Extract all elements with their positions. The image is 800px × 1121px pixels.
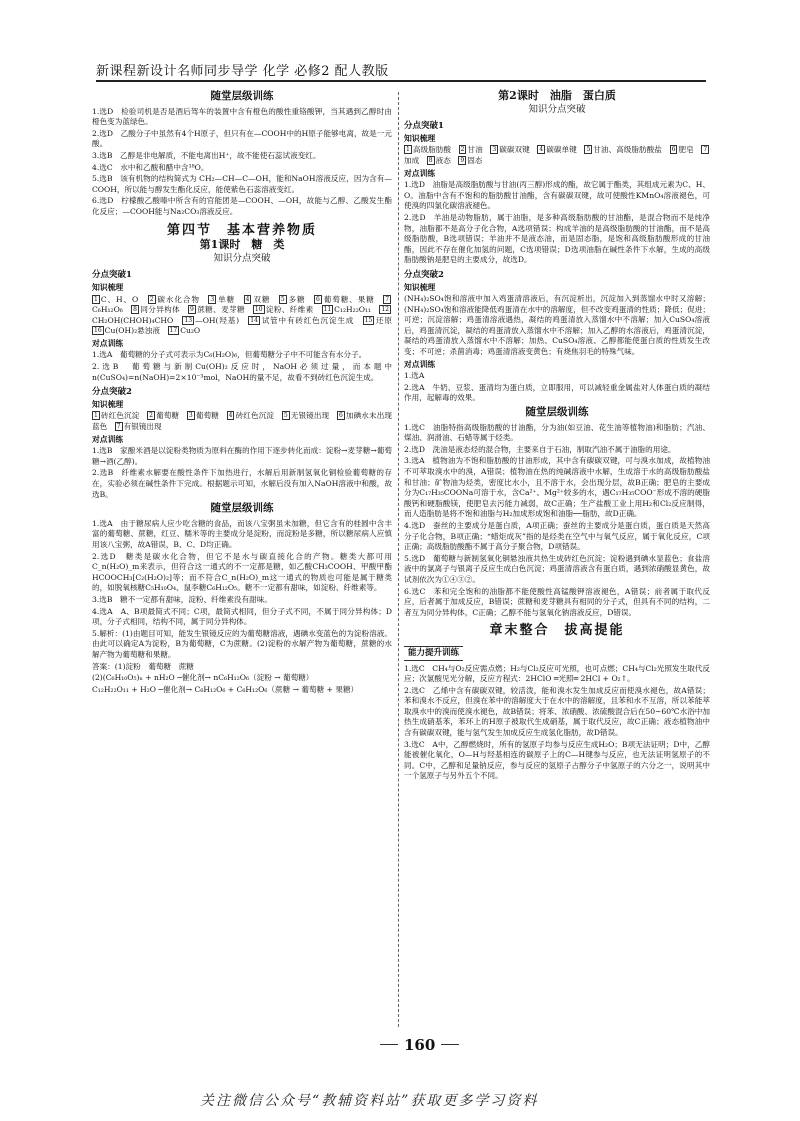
answer-item: 1.选C 油脂特指高级脂肪酸的甘油酯，分为油(如豆油、花生油等植物油)和脂肪；汽油、煤油、润滑油、石蜡等属于烃类。	[404, 422, 710, 443]
lesson-title: 第1课时 糖 类	[199, 238, 285, 252]
answer-term: 加碘水未出现蓝色	[92, 411, 393, 432]
answer-item: 6.选C 苯和完全饱和的油脂都不能使酸性高锰酸钾溶液褪色，A错误；前者属于取代反应，后者属于加成反应，B错误；蔗糖和麦芽糖具有相同的分子式，但具有不同的结构，二者互为同分异构体，C正确；乙醇不能与氢氧化钠溶液反应，D错误。	[404, 586, 710, 617]
item-number-box: 2	[460, 146, 465, 154]
item-number-box: 5	[280, 295, 285, 303]
numbered-answers	[92, 295, 392, 337]
answer-item: 6.选D 柠檬酸乙酸嗪中所含有的官能团是—COOH、—OH，故能与乙醇、乙酸发生酯化反应；—COOH能与Na₂CO₃溶液反应。	[92, 196, 392, 216]
part-title: 分点突破2	[404, 269, 444, 280]
answer-term: 有银镜出现	[123, 422, 162, 432]
page-number: 160	[374, 1036, 465, 1054]
lesson-subtitle: 知识分点突破	[528, 103, 586, 115]
item-number-box: 2	[149, 412, 153, 420]
answer-item: 3.选C A中，乙醇燃烧时，所有的氢原子均参与反应生成H₂O；B项无法证明；D中，乙醇能被催化氧化，O—H与羟基相连的碳原子上的C—H键参与反应，也无法证明氢原子的不同。C中，乙醇和足量钠反应，参与反应的氢原子占醇分子中氢原子的六分之一，说明其中一个氢原子与另外五个不同。	[404, 739, 710, 781]
item-number-box: 5	[283, 412, 288, 420]
lesson-title: 第2课时 油脂 蛋白质	[498, 89, 616, 102]
footer-note: 关注微信公众号“教辅资料站”获取更多学习资料	[200, 1093, 539, 1109]
section-title: 随堂层级训练	[210, 90, 274, 102]
lesson-subtitle: 知识分点突破	[213, 252, 271, 264]
answer-term: 肥皂	[678, 145, 694, 155]
column-divider	[398, 92, 399, 1027]
answer-term: 葡萄糖、果糖	[322, 294, 375, 304]
answer-term: Cu₂O	[180, 326, 201, 336]
answer-term: Cu(OH)₂悬浊液	[104, 326, 160, 336]
item-number-box: 17	[169, 327, 178, 335]
answer-list	[92, 519, 392, 696]
answer-term: C₁₂H₂₂O₁₁	[334, 305, 372, 315]
answer-term: 加成	[404, 155, 420, 165]
answer-item: 4.选A A、B项最简式不同；C项，最简式相同，但分子式不同，不属于同分异构体；D项，分子式相同，结构不同，属于同分异构体。	[92, 606, 392, 627]
running-header	[96, 58, 706, 82]
item-number-box: 7	[116, 423, 121, 431]
header-title: 新课程新设计名师同步导学 化学 必修2 配人教版	[96, 64, 389, 79]
item-number-box: 11	[323, 306, 332, 314]
answer-item: 1.选D 检验司机是否是酒后驾车的装置中含有橙色的酸性重铬酸钾，当其遇到乙醇时由橙色变为蓝绿色。	[92, 106, 392, 127]
answer-item: 2.选C 乙烯中含有碳碳双键，较活泼，能和溴水发生加成反应而使溴水褪色，故A错误；苯和溴水不反应，但溴在苯中的溶解度大于在水中的溶解度，且苯和水不互溶，所以苯能萃取溴水中的溴而使溴水褪色，故B错误；将苯、浓硝酸、浓硫酸混合后在50~60℃水浴中加热生成硝基苯，苯环上的H原子被取代生成硝基，属于取代反应，故C正确；液态植物油中含有碳碳双键，能与氢气发生加成反应生成氢化脂肪，故D错误。	[404, 685, 710, 738]
answer-item: (2)(C₆H₁₀O₅)ₙ + nH₂O ─催化剂→ nC₆H₁₂O₆（淀粉 → 葡萄糖）	[92, 673, 314, 683]
part-label: 知识梳理	[92, 399, 124, 409]
answer-term: 同分异构体	[139, 305, 181, 315]
part-label: 对点训练	[404, 359, 436, 369]
answer-term: 碳碳单键	[546, 145, 577, 155]
answer-list	[92, 446, 392, 500]
item-number-box: 7	[385, 295, 390, 303]
item-number-box: 1	[94, 412, 98, 420]
answer-term: 液态	[435, 155, 451, 165]
answer-item: 3.选B 糖不一定都有甜味，淀粉、纤维素没有甜味。	[92, 594, 272, 604]
answer-item: 2.选D 洗油是液态烃的混合物，主要来自于石油，制取汽油不属于油脂的用途。	[404, 444, 676, 454]
answer-term: 高级脂肪酸	[412, 145, 451, 155]
answer-list	[92, 350, 392, 383]
part-label: 对点训练	[92, 434, 124, 444]
answer-term: 葡萄糖	[195, 411, 219, 421]
item-number-box: 12	[381, 306, 390, 314]
answer-term: CH₂OH(CHOH)₄CHO	[92, 315, 174, 325]
item-number-box: 6	[316, 295, 320, 303]
item-number-box: 16	[94, 327, 102, 335]
left-column	[92, 88, 392, 696]
ability-label: 能力提升训练	[404, 646, 463, 661]
answer-item: 1.选A	[404, 371, 425, 381]
answer-term: 甘油	[467, 145, 483, 155]
item-number-box: 7	[703, 146, 708, 154]
answer-item: 2.选B 葡萄糖与新制Cu(OH)₂反应时，NaOH必须过量，而本题中n(CuSO₄)=n(NaOH)=2×10⁻³mol，NaOH的量不足，故看不到砖红色沉淀生成。	[92, 362, 392, 382]
answer-item: 1.选B 家酿米酒是以淀粉类物质为原料在酶的作用下逐步转化而成：淀粉→麦芽糖→葡萄糖→酒(乙醇)。	[92, 446, 392, 466]
right-column	[404, 88, 710, 783]
answer-item: 3.选A 植物油为不饱和脂肪酸的甘油形成，其中含有碳碳双键，可与溴水加成，故植物油不可萃取溴水中的溴，A错误；植物油在热的纯碱溶液中水解，生成溶于水的高级脂肪酸盐和甘油；矿物油为烃类，密度比水小，且不溶于水，会出现分层，故B正确；肥皂的主要成分为C₁₇H₃₅COONa可溶于水，含Ca²⁺、Mg²⁺较多的水，遇C₁₇H₃₅COO⁻形成不溶的硬脂酸钙和硬脂酸镁，使肥皂去污能力减弱，故C正确；生产盐酸工业上用H₂和Cl₂反应制得，而人造脂肪是将不饱和油脂与H₂加成形成饱和油脂──脂肪，故D正确。	[404, 456, 710, 519]
item-number-box: 3	[188, 412, 193, 420]
answer-item: 2.选B 纤维素水解要在酸性条件下加热进行，水解后用新制氢氧化铜检验葡萄糖的存在，实验必须在碱性条件下完成。根据题示可知，水解后没有加入NaOH溶液中和酸，故选B。	[92, 468, 392, 499]
item-number-box: 1	[94, 295, 98, 303]
item-number-box: 8	[428, 156, 433, 164]
answer-term: 砖红色沉淀	[235, 411, 275, 421]
item-number-box: 6	[338, 412, 343, 420]
answer-item: 5.选B 该有机物的结构简式为 CH₂—CH—C—OH，能和NaOH溶液反应，因为含有—COOH，所以能与醇发生酯化反应，能使紫色石蕊溶液变红。	[92, 174, 392, 194]
item-number-box: 13	[184, 316, 193, 324]
answer-item: 2.选D 乙酸分子中虽然有4个H原子，但只有在—COOH中的H原子能够电离，故是一元酸。	[92, 128, 392, 149]
answer-item: 5.解析：(1)由题目可知，能发生银镜反应的为葡萄糖溶液，遇碘水变蓝色的为淀粉溶液。由此可以确定A为淀粉，B为葡萄糖，C为蔗糖。(2)淀粉的水解产物为葡萄糖，蔗糖的水解产物为葡萄糖和果糖。	[92, 628, 392, 659]
item-number-box: 4	[245, 295, 250, 303]
part-title: 分点突破2	[92, 387, 132, 398]
answer-term: 双糖	[252, 294, 271, 304]
answer-term: 淀粉、纤维素	[265, 305, 314, 315]
answer-list	[92, 107, 392, 218]
item-number-box: 3	[492, 146, 497, 154]
knowledge-text: (NH₄)₂SO₄饱和溶液中加入鸡蛋清溶液后，有沉淀析出，沉淀加入到蒸馏水中时又溶解；(NH₄)₂SO₄饱和溶液能降低鸡蛋清在水中的溶解度，但不改变鸡蛋清的性质；降低；促进；可逆；沉淀溶解；鸡蛋清溶液遇热，凝结的鸡蛋清放入蒸馏水中不溶解；加入CuSO₄溶液后，鸡蛋清沉淀，凝结的鸡蛋清放入蒸馏水中不溶解；加入乙醇的水溶液后，鸡蛋清沉淀，凝结的鸡蛋清放入蒸馏水中不溶解；加热、CuSO₄溶液、乙醇都能使蛋白质的性质发生改变；不可逆；杀菌消毒；鸡蛋清溶液变黄色；有烧焦羽毛的特殊气味。	[404, 294, 710, 357]
item-number-box: 14	[250, 316, 258, 324]
item-number-box: 9	[190, 306, 194, 314]
answer-item: 2.选A 牛奶、豆浆、蛋清均为蛋白质，立即服用，可以减轻重金属盐对人体蛋白质的凝结作用，起解毒的效果。	[404, 382, 710, 403]
answer-term: 蔗糖、麦芽糖	[196, 305, 245, 315]
numbered-answers	[92, 411, 392, 432]
part-label: 知识梳理	[404, 282, 436, 292]
answer-term: 单糖	[217, 294, 236, 304]
section-title: 随堂层级训练	[210, 502, 274, 515]
answer-item: 1.选C CH₄与O₂反应需点燃；H₂与Cl₂反应可光照，也可点燃；CH₄与Cl₂光照发生取代反应；次氯酸见光分解，反应方程式：2HClO ═光照═ 2HCl + O₂↑。	[404, 663, 710, 684]
answer-item: 3.选B 乙醇是非电解质，不能电离出H⁺，故不能使石蕊试液变红。	[92, 150, 321, 160]
answer-item: 1.选A 葡萄糖的分子式可表示为C₆(H₂O)₆，但葡萄糖分子中不可能含有水分子。	[92, 350, 367, 360]
answer-item: C₁₂H₂₂O₁₁ + H₂O ─催化剂→ C₆H₁₂O₆ + C₆H₁₂O₆（蔗糖 → 葡萄糖 + 果糖）	[92, 684, 359, 694]
part-label: 对点训练	[92, 338, 124, 348]
answer-term: 多糖	[287, 294, 306, 304]
item-number-box: 6	[671, 146, 676, 154]
answer-item: 2.选D 糖类是碳水化合物，但它不是水与碳直接化合的产物。糖类大都可用C_n(H₂O)_m来表示，但符合这一通式的不一定都是糖，如乙酸CH₃COOH、甲酸甲酯HCOOCH₃[C₂(H₂O)₂]等；而不符合C_n(H₂O)_m这一通式的物质也可能是属于糖类的，如脱氧核糖C₅H₁₀O₄、鼠李糖C₆H₁₂O₅。糖不一定都有甜味，如淀粉、纤维素等。	[92, 551, 392, 593]
answer-term: C₆H₁₂O₆	[92, 305, 123, 315]
part-label: 知识梳理	[404, 133, 436, 143]
answer-list	[404, 664, 710, 783]
item-number-box: 1	[406, 146, 410, 154]
chapter-summary-title: 章末整合 拔高提能	[489, 623, 625, 639]
answer-item: 2.选D 羊油是动物脂肪，属于油脂，是多种高级脂肪酸的甘油酯，是混合物而不是纯净物，油脂都不是高分子化合物，A选项错误；构成羊油的是高级脂肪酸的甘油酯，而不是高级脂肪酸，B选项错误；羊油并不是液态油，而是固态脂，是饱和高级脂肪酸形成的甘油酯，因此不存在催化加氢的问题，C选项错误；D选项油脂在碱性条件下水解，生成的高级脂肪酸钠是肥皂的主要成分，故选D。	[404, 212, 710, 265]
item-number-box: 2	[149, 295, 154, 303]
answer-item: 答案：(1)淀粉 葡萄糖 蔗糖	[92, 661, 194, 671]
answer-item: 4.选C 水中和乙酸和醋中含¹⁸O。	[92, 162, 209, 172]
answer-list	[404, 371, 710, 404]
answer-list	[404, 423, 710, 619]
answer-item: 5.选D 葡萄糖与新制氢氧化铜悬浊液共热生成砖红色沉淀；淀粉遇到碘水显蓝色；食盐溶液中的氯离子与银离子反应生成白色沉淀；鸡蛋清溶液含有蛋白质，遇到浓硝酸显黄色，故试剂依次为①④③②。	[404, 553, 710, 584]
answer-term: —OH(羟基)	[195, 315, 240, 325]
answer-term: 葡萄糖	[155, 411, 180, 421]
part-title: 分点突破1	[404, 121, 444, 132]
answer-item: 1.选A 由于糖尿病人应少吃含糖的食品，而该八宝粥虽未加糖，但它含有的桂圆中含丰富的葡萄糖、蔗糖，红豆、糯米等的主要成分是淀粉，而淀粉是多糖，所以糖尿病人应慎用该八宝粥，故A错误，B、C、D均正确。	[92, 518, 392, 549]
answer-term: 甘油、高级脂肪酸盐	[593, 145, 662, 155]
part-label: 知识梳理	[92, 282, 124, 292]
answer-item: 4.选D 蚕丝的主要成分是蛋白质，A项正确；蚕丝的主要成分是蛋白质，蛋白质是天然高分子化合物，B项正确；“蜡炬成灰”指的是烃类在空气中与氧气反应，属于氧化反应，C项正确；高级脂肪酸酯不属于高分子聚合物，D项错误。	[404, 520, 710, 552]
part-label: 对点训练	[404, 168, 436, 178]
item-number-box: 9	[460, 156, 465, 164]
item-number-box: 3	[210, 295, 215, 303]
item-number-box: 8	[133, 306, 137, 314]
item-number-box: 15	[364, 316, 373, 324]
answer-term: C、H、O	[100, 294, 139, 304]
item-number-box: 4	[228, 412, 233, 420]
chapter-section-title: 第四节 基本营养物质	[166, 222, 317, 238]
answer-term: 试管中有砖红色沉淀生成	[260, 315, 355, 325]
answer-term: 无银镜出现	[290, 411, 330, 421]
numbered-answers	[404, 145, 710, 166]
answer-term: 还原	[375, 315, 393, 325]
answer-term: 碳碳双键	[499, 145, 530, 155]
section-title: 随堂层级训练	[525, 406, 589, 419]
item-number-box: 5	[586, 146, 591, 154]
answer-item: 1.选D 油脂是高级脂肪酸与甘油(丙三醇)形成的酯，故它属于酯类，其组成元素为C、H、O。油脂中含有不饱和的脂肪酸甘油酯，含有碳碳双键，故可使酸性KMnO₄溶液褪色，可使溴的四氯化碳溶液褪色。	[404, 180, 710, 211]
answer-list	[404, 180, 710, 266]
answer-term: 砖红色沉淀	[100, 411, 140, 421]
item-number-box: 4	[539, 146, 544, 154]
part-title: 分点突破1	[92, 270, 132, 281]
answer-term: 碳水化合物	[156, 294, 200, 304]
answer-term: 固态	[467, 155, 483, 165]
item-number-box: 10	[254, 306, 263, 314]
